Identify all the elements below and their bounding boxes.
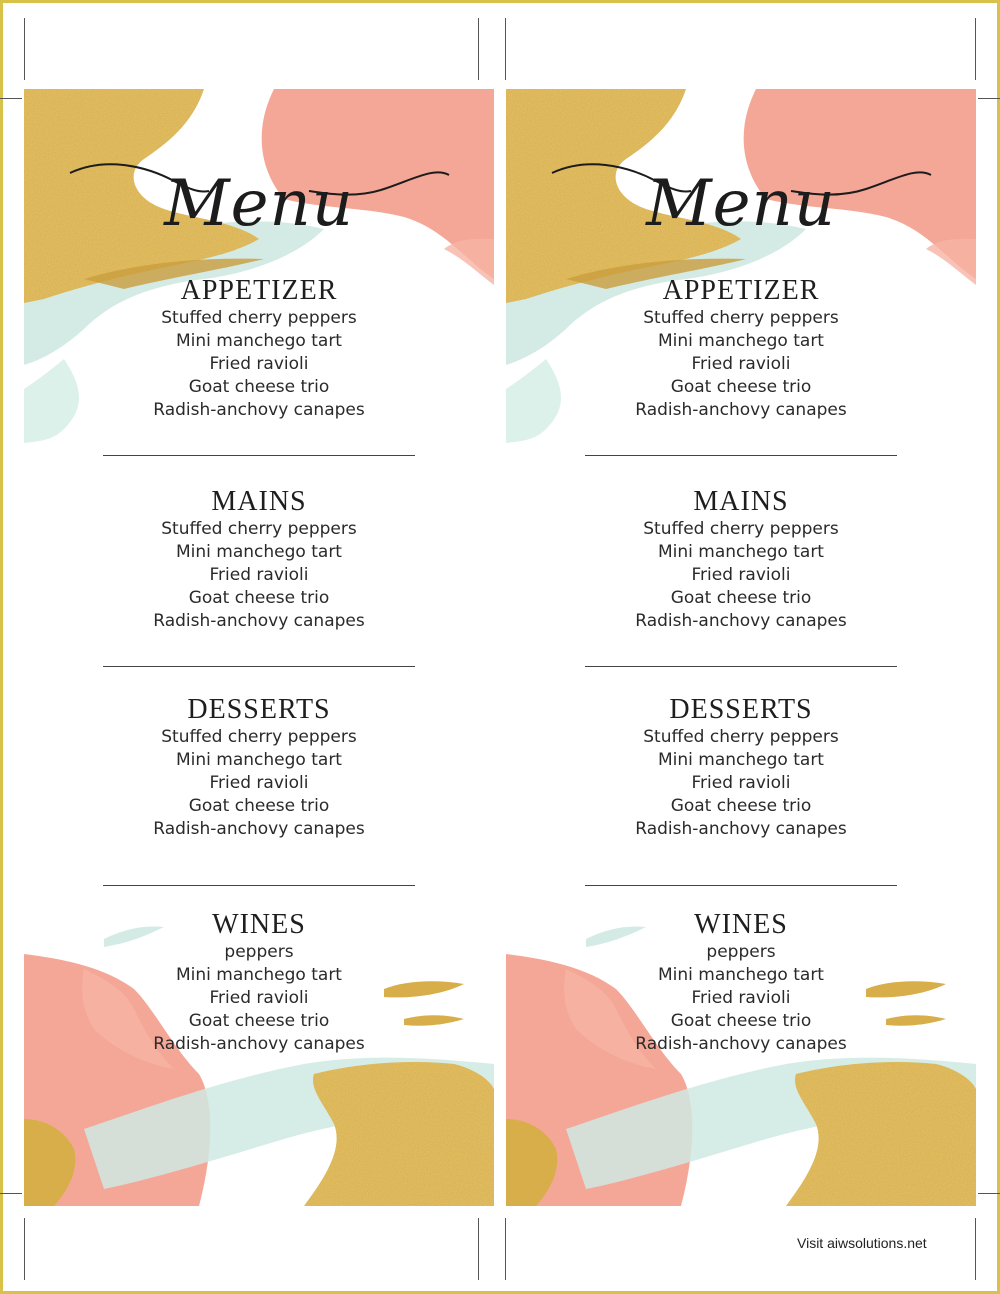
list-item: Goat cheese trio	[670, 377, 812, 397]
list-item: Mini manchego tart	[658, 542, 824, 562]
list-item: Goat cheese trio	[670, 1011, 812, 1031]
list-item: Radish-anchovy canapes	[153, 611, 365, 631]
list-item: Fried ravioli	[691, 988, 791, 1008]
list-item: Stuffed cherry peppers	[161, 727, 357, 747]
list-item: Radish-anchovy canapes	[635, 400, 847, 420]
section-heading: WINES	[212, 909, 306, 940]
section-heading: MAINS	[693, 486, 789, 517]
section-heading: APPETIZER	[180, 275, 338, 306]
menu-title-text: Menu	[646, 167, 836, 241]
list-item: peppers	[224, 942, 294, 962]
list-item: Radish-anchovy canapes	[635, 611, 847, 631]
list-item: Radish-anchovy canapes	[635, 819, 847, 839]
list-item: Stuffed cherry peppers	[643, 727, 839, 747]
section-mains	[24, 486, 494, 633]
list-item: Goat cheese trio	[670, 796, 812, 816]
list-item: Fried ravioli	[209, 354, 309, 374]
section-divider	[103, 885, 415, 886]
crop-mark	[24, 1218, 25, 1280]
section-desserts	[24, 694, 494, 841]
list-item: Fried ravioli	[209, 773, 309, 793]
list-item: Radish-anchovy canapes	[153, 819, 365, 839]
section-divider	[585, 666, 897, 667]
list-item: Goat cheese trio	[188, 377, 330, 397]
menu-title	[24, 127, 494, 241]
section-desserts	[506, 694, 976, 841]
section-wines	[24, 909, 494, 1056]
crop-mark	[505, 1218, 506, 1280]
list-item: Stuffed cherry peppers	[161, 308, 357, 328]
menu-title	[506, 127, 976, 241]
crop-mark	[978, 98, 1000, 99]
list-item: Mini manchego tart	[658, 750, 824, 770]
list-item: Mini manchego tart	[176, 542, 342, 562]
crop-mark	[0, 1193, 22, 1194]
crop-mark	[0, 98, 22, 99]
list-item: Fried ravioli	[691, 565, 791, 585]
section-divider	[585, 455, 897, 456]
list-item: Goat cheese trio	[188, 796, 330, 816]
list-item: Fried ravioli	[691, 773, 791, 793]
section-appetizer	[506, 275, 976, 422]
list-item: peppers	[706, 942, 776, 962]
crop-mark	[975, 1218, 976, 1280]
menu-title-text: Menu	[164, 167, 354, 241]
footer-website-link[interactable]: Visit aiwsolutions.net	[797, 1235, 927, 1251]
list-item: Fried ravioli	[209, 988, 309, 1008]
list-item: Goat cheese trio	[670, 588, 812, 608]
list-item: Radish-anchovy canapes	[153, 1034, 365, 1054]
list-item: Radish-anchovy canapes	[153, 400, 365, 420]
section-heading: WINES	[694, 909, 788, 940]
list-item: Fried ravioli	[209, 565, 309, 585]
list-item: Stuffed cherry peppers	[161, 519, 357, 539]
crop-mark	[978, 1193, 1000, 1194]
crop-mark	[975, 18, 976, 80]
section-heading: DESSERTS	[187, 694, 331, 725]
crop-mark	[24, 18, 25, 80]
list-item: Mini manchego tart	[658, 331, 824, 351]
section-heading: DESSERTS	[669, 694, 813, 725]
section-divider	[103, 455, 415, 456]
list-item: Goat cheese trio	[188, 1011, 330, 1031]
list-item: Mini manchego tart	[176, 750, 342, 770]
section-divider	[585, 885, 897, 886]
menu-card-right	[506, 89, 976, 1206]
list-item: Fried ravioli	[691, 354, 791, 374]
section-wines	[506, 909, 976, 1056]
section-heading: APPETIZER	[662, 275, 820, 306]
list-item: Stuffed cherry peppers	[643, 519, 839, 539]
section-mains	[506, 486, 976, 633]
list-item: Mini manchego tart	[658, 965, 824, 985]
section-heading: MAINS	[211, 486, 307, 517]
list-item: Radish-anchovy canapes	[635, 1034, 847, 1054]
crop-mark	[478, 18, 479, 80]
section-appetizer	[24, 275, 494, 422]
crop-mark	[505, 18, 506, 80]
list-item: Mini manchego tart	[176, 965, 342, 985]
menu-card-left	[24, 89, 494, 1206]
list-item: Mini manchego tart	[176, 331, 342, 351]
list-item: Stuffed cherry peppers	[643, 308, 839, 328]
section-divider	[103, 666, 415, 667]
list-item: Goat cheese trio	[188, 588, 330, 608]
crop-mark	[478, 1218, 479, 1280]
